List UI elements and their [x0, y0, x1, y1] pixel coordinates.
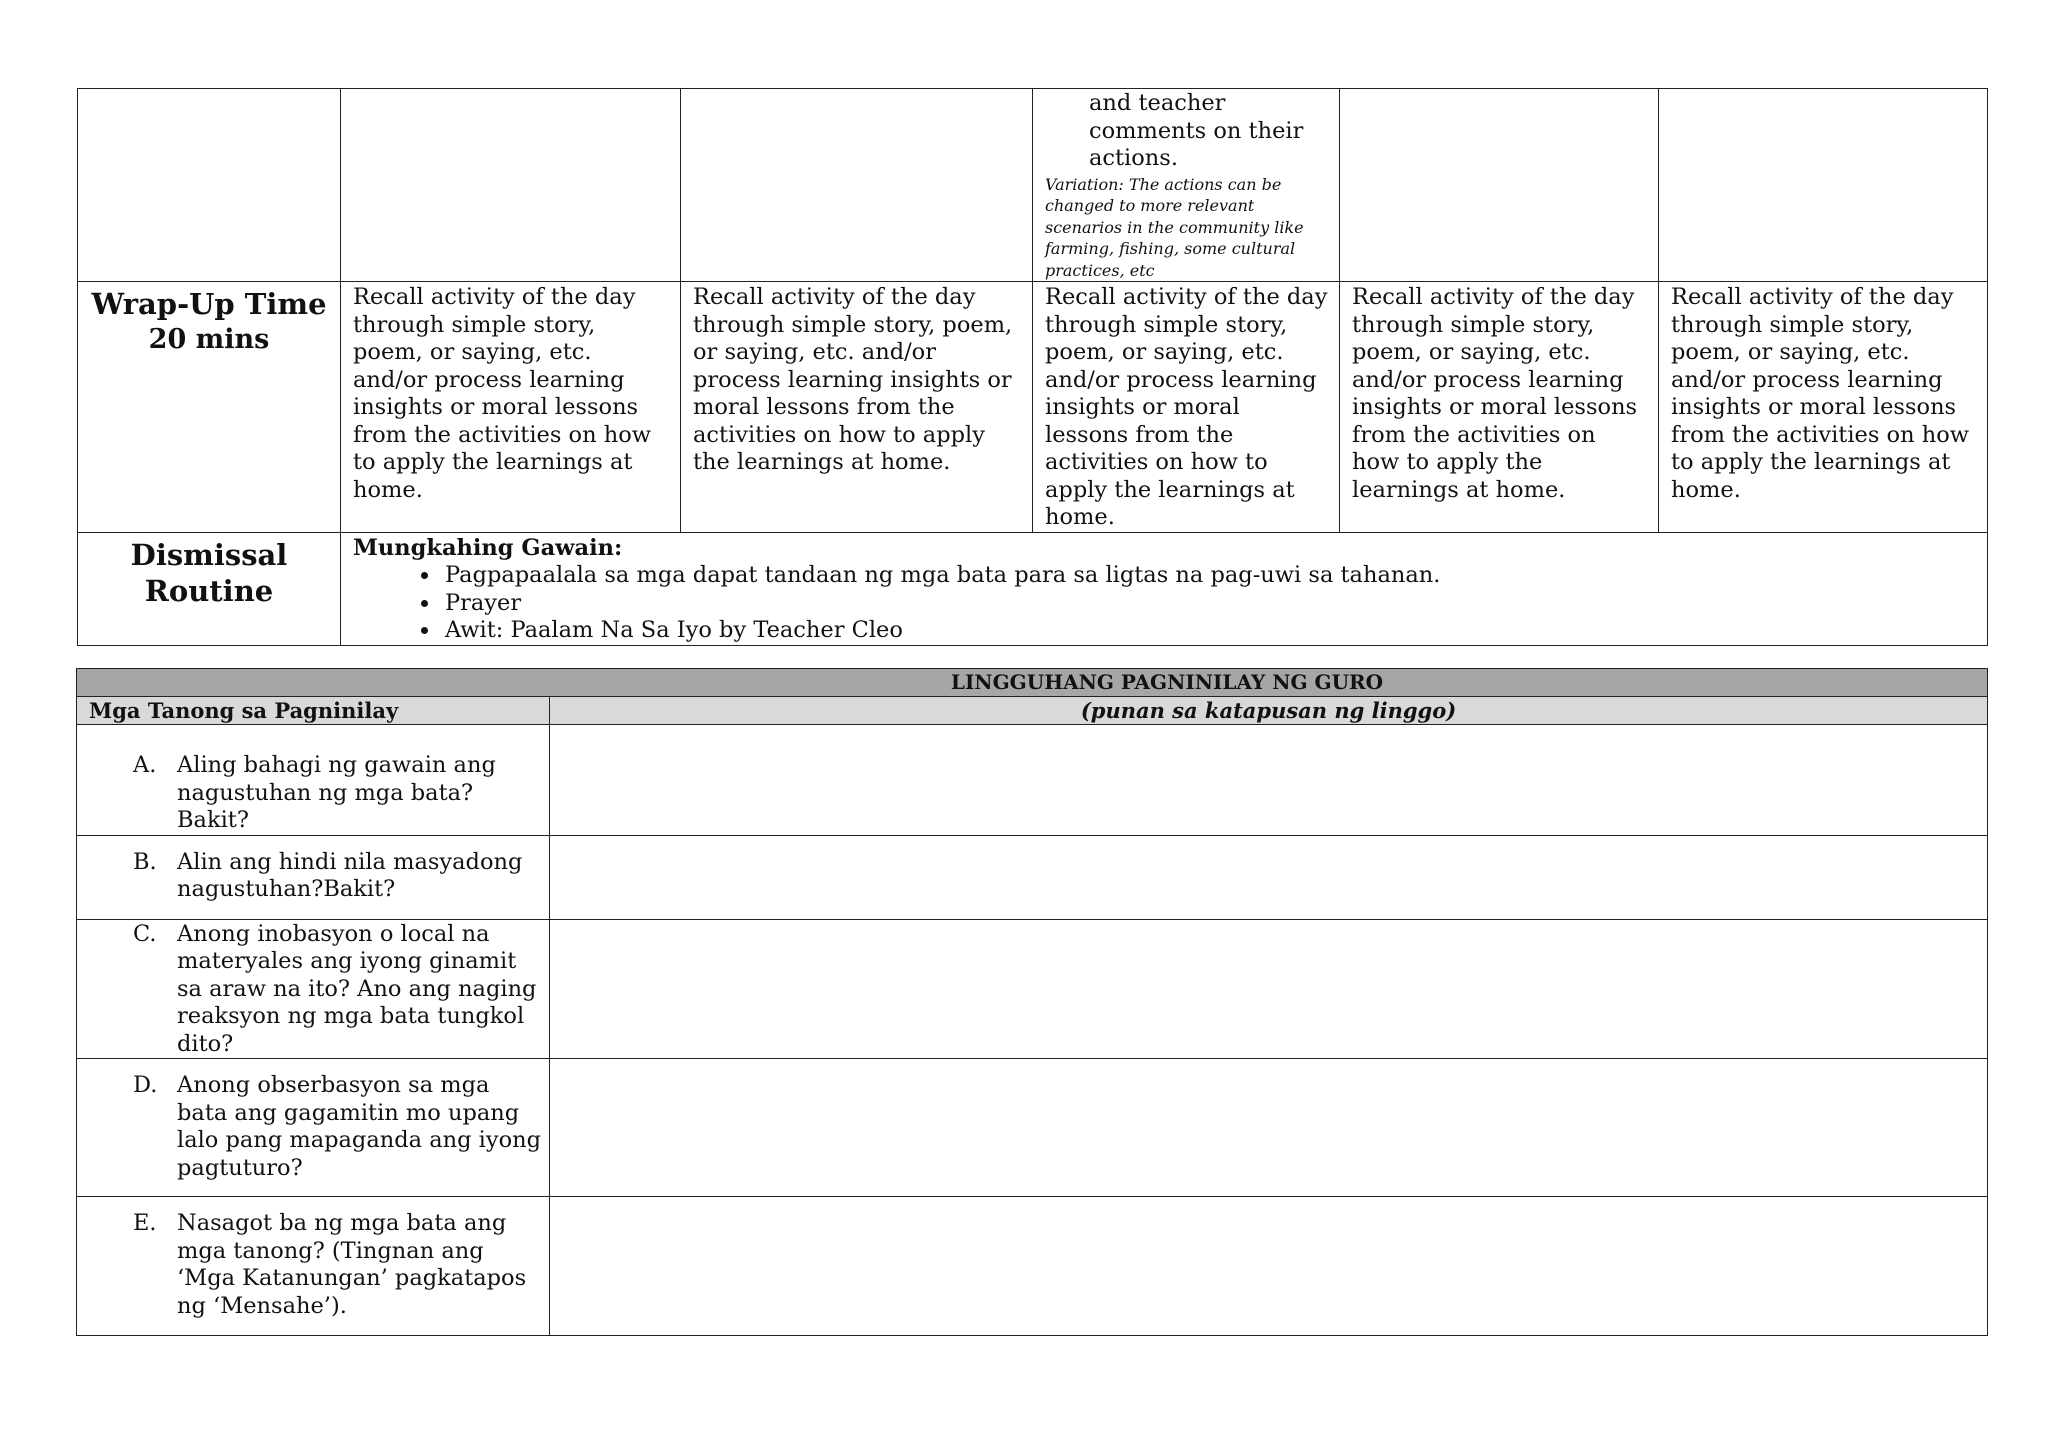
question-text: Nasagot ba ng mga bata ang mga tanong? (Tingnan ang ‘Mga Katanungan’ pagkatapos ng ‘Mensahe’). [177, 1210, 527, 1319]
question-letter: C. [133, 920, 157, 947]
question-text: Anong inobasyon o local na materyales ang iyong ginamit sa araw na ito? Ano ang naging reaksyon ng mga bata tungkol dito? [177, 920, 537, 1057]
continuation-row [78, 89, 1988, 282]
question-cell [77, 835, 550, 919]
empty-cell [78, 89, 341, 282]
question-letter: E. [133, 1210, 157, 1236]
reflection-title-text: LINGGUHANG PAGNINILAY NG GURO [950, 670, 1384, 694]
wrapup-cell: Recall activity of the day through simple story, poem, or saying, etc. and/or process learning insights or moral lessons from the activities on how to apply the learnings at home. [1340, 282, 1659, 533]
empty-cell [1659, 89, 1988, 282]
question-text: Alin ang hindi nila masyadong nagustuhan?Bakit? [177, 848, 523, 902]
continuation-cell [1033, 89, 1340, 282]
lesson-plan-table [77, 88, 1988, 646]
question-cell [77, 1059, 550, 1197]
answer-cell[interactable] [550, 919, 1988, 1059]
empty-cell [1340, 89, 1659, 282]
wrapup-cell: Recall activity of the day through simple story, poem, or saying, etc. and/or process learning insights or moral lessons from the activities on how to apply the learnings at home. [1033, 282, 1340, 533]
list-item: • Prayer [441, 590, 1977, 618]
answer-cell[interactable] [550, 725, 1988, 836]
question-row [77, 1197, 1988, 1336]
question-cell [77, 1197, 550, 1336]
dismissal-content [341, 532, 1988, 645]
answer-cell[interactable] [550, 835, 1988, 919]
reflection-title-row [77, 669, 1988, 697]
wrapup-label [78, 282, 341, 533]
variation-note: Variation: The actions can be changed to more relevant scenarios in the community like farming, fishing, some cultural practices, etc [1045, 174, 1304, 280]
list-item: • Pagpapaalala sa mga dapat tandaan ng mga bata para sa ligtas na pag-uwi sa tahanan. [441, 562, 1977, 590]
empty-cell [341, 89, 681, 282]
question-row [77, 919, 1988, 1059]
reflection-header-row [77, 697, 1988, 725]
question-letter: D. [133, 1072, 158, 1098]
question-row [77, 1059, 1988, 1197]
dismissal-row [78, 532, 1988, 645]
question-text: Anong obserbasyon sa mga bata ang gagamitin mo upang lalo pang mapaganda ang iyong pagtuturo? [177, 1072, 542, 1181]
wrapup-label-line1: Wrap-Up Time [91, 287, 327, 321]
reflection-table [76, 668, 1988, 1336]
question-text: Aling bahagi ng gawain ang nagustuhan ng mga bata? Bakit? [177, 752, 496, 833]
question-row [77, 835, 1988, 919]
col-header-questions: Mga Tanong sa Pagninilay [77, 697, 550, 725]
question-letter: B. [133, 848, 157, 875]
dismissal-label [78, 532, 341, 645]
list-item: • Awit: Paalam Na Sa Iyo by Teacher Cleo [441, 617, 1977, 645]
answer-cell[interactable] [550, 1059, 1988, 1197]
question-cell [77, 919, 550, 1059]
col-header-answers: (punan sa katapusan ng linggo) [550, 697, 1988, 725]
question-letter: A. [133, 752, 157, 778]
continuation-text: and teacher comments on their actions. [1089, 90, 1304, 171]
empty-cell [681, 89, 1033, 282]
gawain-title: Mungkahing Gawain: [353, 534, 623, 561]
wrapup-label-line2: 20 mins [148, 324, 270, 355]
answer-cell[interactable] [550, 1197, 1988, 1336]
dismissal-list [353, 562, 1977, 645]
dismissal-label-line1: Dismissal [130, 537, 288, 572]
question-cell [77, 725, 550, 836]
question-row [77, 725, 1988, 836]
wrapup-cell: Recall activity of the day through simple story, poem, or saying, etc. and/or process learning insights or moral lessons from the activities on how to apply the learnings at home. [341, 282, 681, 533]
dismissal-label-line2: Routine [144, 573, 274, 608]
wrapup-cell: Recall activity of the day through simple story, poem, or saying, etc. and/or process learning insights or moral lessons from the activities on how to apply the learnings at home. [1659, 282, 1988, 533]
wrapup-row [78, 282, 1988, 533]
wrapup-cell: Recall activity of the day through simple story, poem, or saying, etc. and/or process learning insights or moral lessons from the activities on how to apply the learnings at home. [681, 282, 1033, 533]
reflection-title [77, 669, 1988, 697]
